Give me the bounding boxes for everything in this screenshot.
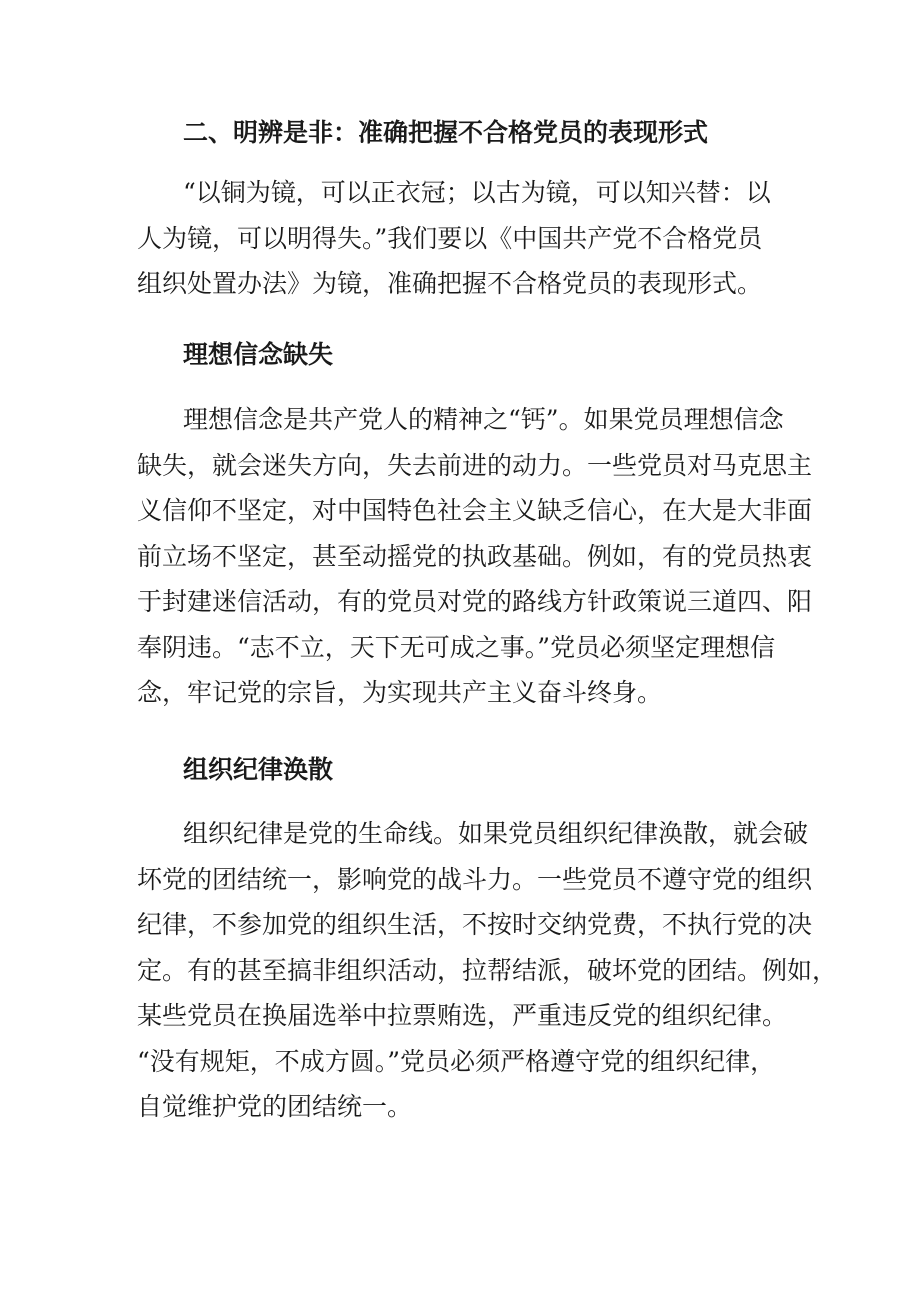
paragraph-line: 自觉维护党的团结统一。 bbox=[137, 1092, 413, 1121]
paragraph-line: 缺失，就会迷失方向，失去前进的动力。一些党员对马克思主 bbox=[137, 450, 813, 480]
paragraph-line: 组织处置办法》为镜，准确把握不合格党员的表现形式。 bbox=[137, 269, 763, 298]
paragraph-line: “以铜为镜，可以正衣冠；以古为镜，可以知兴替：以 bbox=[183, 178, 771, 207]
paragraph-line: 前立场不坚定，甚至动摇党的执政基础。例如，有的党员热衷 bbox=[137, 541, 813, 571]
paragraph-line: 人为镜，可以明得失。”我们要以《中国共产党不合格党员 bbox=[137, 223, 763, 253]
paragraph-line: 理想信念是共产党人的精神之“钙”。如果党员理想信念 bbox=[183, 405, 784, 434]
discipline-paragraph bbox=[137, 811, 838, 1130]
ideals-paragraph bbox=[137, 397, 813, 716]
paragraph-line: 某些党员在换届选举中拉票贿选，严重违反党的组织纪律。 bbox=[137, 1001, 788, 1030]
paragraph-line: 义信仰不坚定，对中国特色社会主义缺乏信心，在大是大非面 bbox=[137, 496, 813, 525]
paragraph-line: 定。有的甚至搞非组织活动，拉帮结派，破坏党的团结。例如， bbox=[137, 955, 838, 985]
subsection-heading-discipline: 组织纪律涣散 bbox=[183, 755, 334, 784]
intro-paragraph bbox=[137, 170, 787, 307]
subsection-heading-ideals: 理想信念缺失 bbox=[183, 340, 334, 369]
paragraph-line: 纪律，不参加党的组织生活，不按时交纳党费，不执行党的决 bbox=[137, 910, 813, 939]
paragraph-line: 念，牢记党的宗旨，为实现共产主义奋斗终身。 bbox=[137, 678, 663, 707]
section-heading: 二、明辨是非：准确把握不合格党员的表现形式 bbox=[183, 118, 709, 147]
paragraph-line: “没有规矩，不成方圆。”党员必须严格遵守党的组织纪律， bbox=[137, 1046, 776, 1076]
paragraph-line: 奉阴违。“志不立，天下无可成之事。”党员必须坚定理想信 bbox=[137, 632, 776, 662]
paragraph-line: 组织纪律是党的生命线。如果党员组织纪律涣散，就会破 bbox=[183, 819, 809, 848]
paragraph-line: 坏党的团结统一，影响党的战斗力。一些党员不遵守党的组织 bbox=[137, 864, 813, 894]
paragraph-line: 于封建迷信活动，有的党员对党的路线方针政策说三道四、阳 bbox=[137, 587, 813, 616]
